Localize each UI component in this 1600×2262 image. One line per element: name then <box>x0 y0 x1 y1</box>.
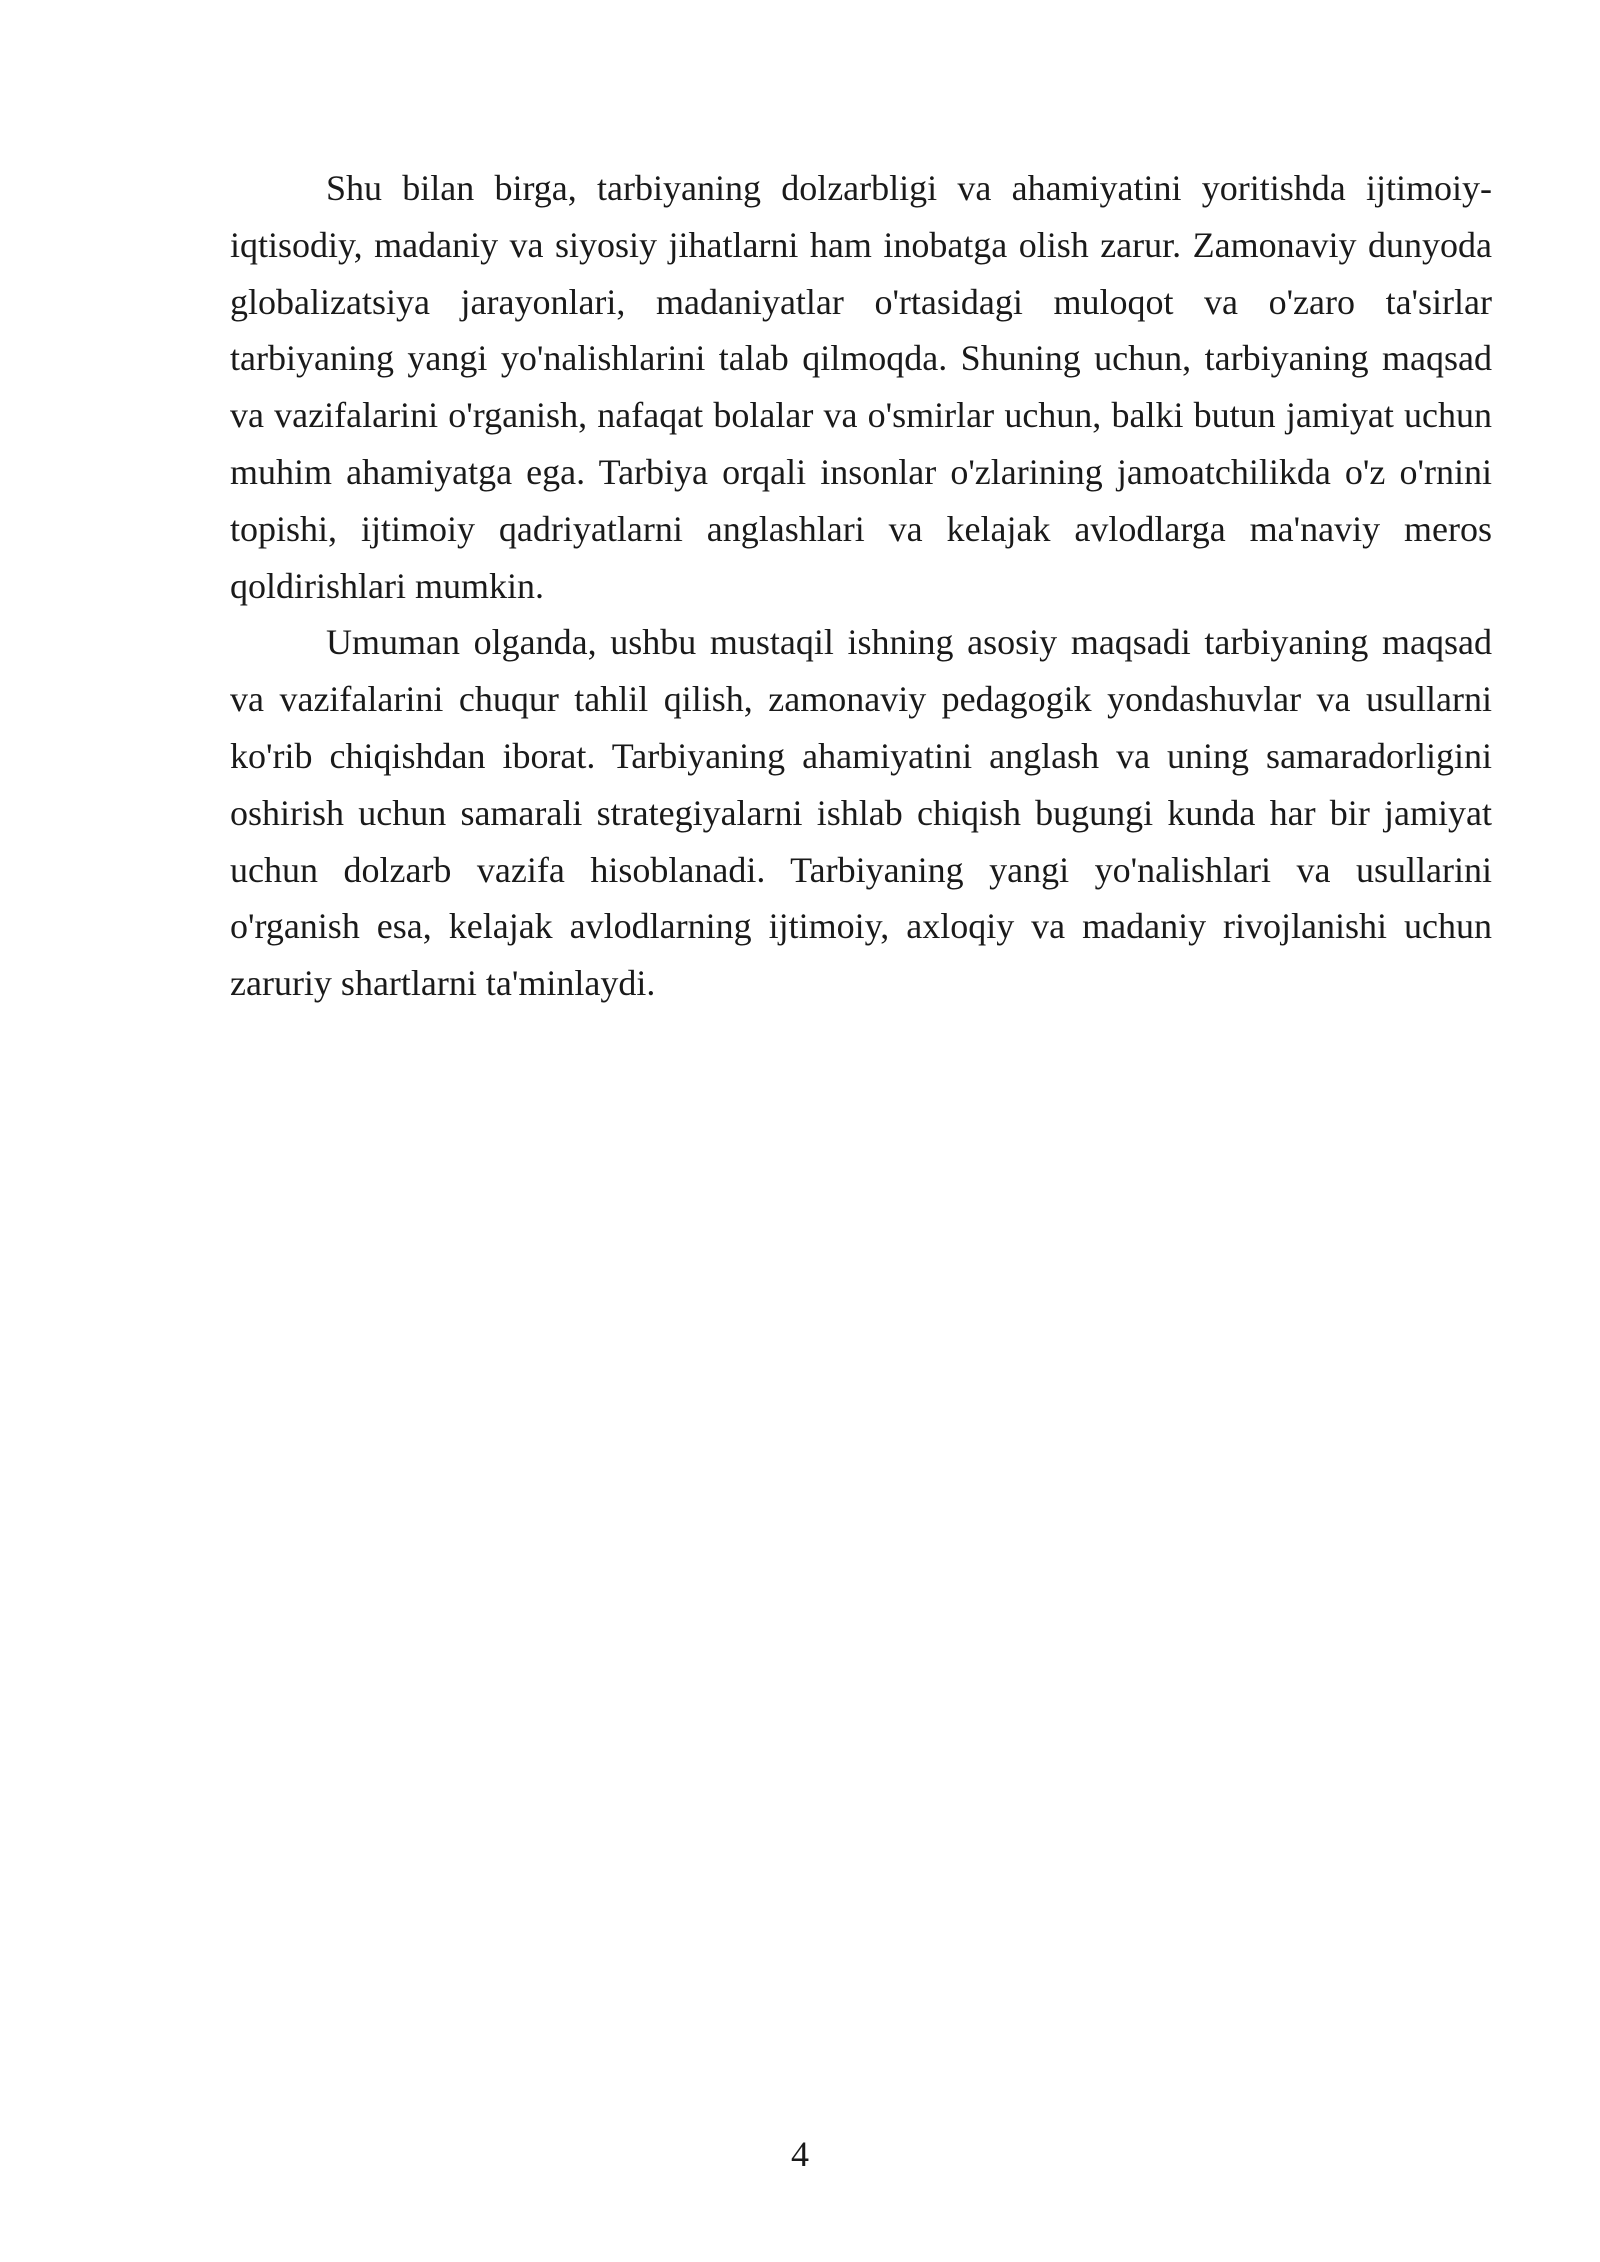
paragraph-1: Shu bilan birga, tarbiyaning dolzarbligi va ahamiyatini yoritishda ijtimoiy-iqtisodiy, madaniy va siyosiy jihatlarni ham inobatga olish zarur. Zamonaviy dunyoda globalizatsiya jarayonlari, madaniyatlar o'rtasidagi muloqot va o'zaro ta'sirlar tarbiyaning yangi yo'nalishlarini talab qilmoqda. Shuning uchun, tarbiyaning maqsad va vazifalarini o'rganish, nafaqat bolalar va o'smirlar uchun, balki butun jamiyat uchun muhim ahamiyatga ega. Tarbiya orqali insonlar o'zlarining jamoatchilikda o'z o'rnini topishi, ijtimoiy qadriyatlarni anglashlari va kelajak avlodlarga ma'naviy meros qoldirishlari mumkin. <box>230 168 1492 606</box>
paragraph-2: Umuman olganda, ushbu mustaqil ishning asosiy maqsadi tarbiyaning maqsad va vazifalarini chuqur tahlil qilish, zamonaviy pedagogik yondashuvlar va usullarni ko'rib chiqishdan iborat. Tarbiyaning ahamiyatini anglash va uning samaradorligini oshirish uchun samarali strategiyalarni ishlab chiqish bugungi kunda har bir jamiyat uchun dolzarb vazifa hisoblanadi. Tarbiyaning yangi yo'nalishlari va usullarini o'rganish esa, kelajak avlodlarning ijtimoiy, axloqiy va madaniy rivojlanishi uchun zaruriy shartlarni ta'minlaydi. <box>230 622 1492 1004</box>
page-number: 4 <box>791 2134 809 2174</box>
document-body <box>230 160 1492 1012</box>
